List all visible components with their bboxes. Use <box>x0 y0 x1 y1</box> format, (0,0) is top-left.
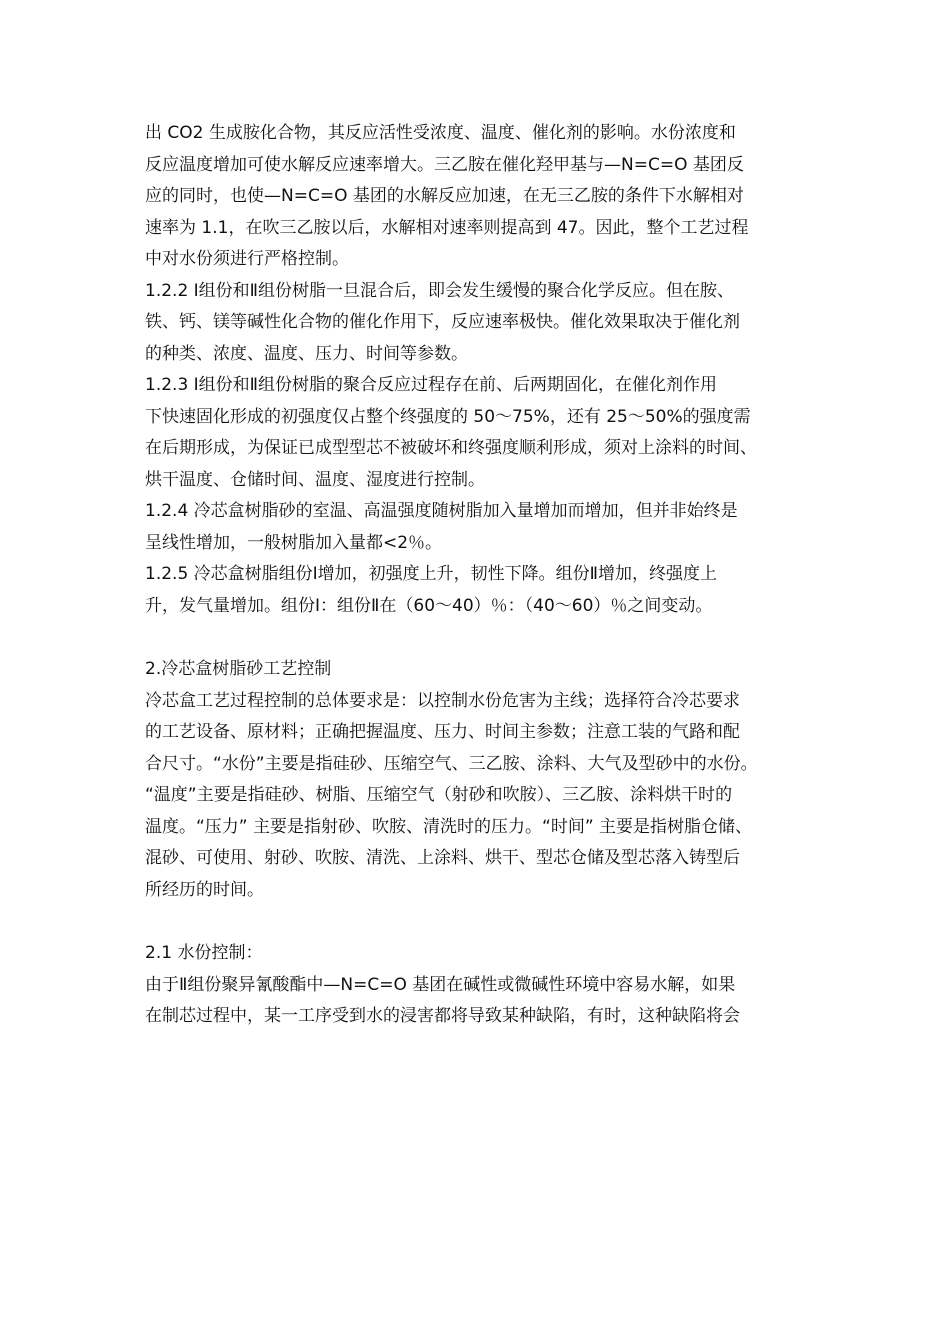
section-heading-2-1: 2.1 水份控制： <box>145 943 263 963</box>
text-line: 中对水份须进行严格控制。 <box>145 249 349 269</box>
blank-line <box>145 906 815 938</box>
paragraph-1-2-5 <box>145 559 815 622</box>
text-line: 出 CO2 生成胺化合物，其反应活性受浓度、温度、催化剂的影响。水份浓度和 <box>145 123 736 143</box>
text-line: 的工艺设备、原材料；正确把握温度、压力、时间主参数；注意工装的气路和配 <box>145 722 740 742</box>
text-line: 升，发气量增加。组份Ⅰ：组份Ⅱ在（60～40）％：（40～60）％之间变动。 <box>145 595 713 616</box>
paragraph-section-2-1 <box>145 970 815 1033</box>
text-line: 烘干温度、仓储时间、温度、湿度进行控制。 <box>145 469 485 490</box>
text-line: 在后期形成，为保证已成型型芯不被破坏和终强度顺利形成，须对上涂料的时间、 <box>145 438 757 458</box>
text-line: 1.2.5 冷芯盒树脂组份Ⅰ增加，初强度上升，韧性下降。组份Ⅱ增加，终强度上 <box>145 564 718 584</box>
text-line: 混砂、可使用、射砂、吹胺、清洗、上涂料、烘干、型芯仓储及型芯落入铸型后 <box>145 848 740 868</box>
text-line: 应的同时，也使—N=C=O 基团的水解反应加速，在无三乙胺的条件下水解相对 <box>145 186 744 206</box>
text-line: 合尺寸。“水份”主要是指硅砂、压缩空气、三乙胺、涂料、大气及型砂中的水份。 <box>145 753 758 774</box>
text-line: 冷芯盒工艺过程控制的总体要求是：以控制水份危害为主线；选择符合冷芯要求 <box>145 690 740 711</box>
text-line: 的种类、浓度、温度、压力、时间等参数。 <box>145 343 468 364</box>
paragraph-1-2-3 <box>145 370 815 496</box>
text-line: 呈线性增加，一般树脂加入量都<2％。 <box>145 532 443 553</box>
text-line: 1.2.4 冷芯盒树脂砂的室温、高温强度随树脂加入量增加而增加，但并非始终是 <box>145 501 738 521</box>
text-line: 1.2.2 Ⅰ组份和Ⅱ组份树脂一旦混合后，即会发生缓慢的聚合化学反应。但在胺、 <box>145 280 735 301</box>
text-line: 速率为 1.1，在吹三乙胺以后，水解相对速率则提高到 47。因此，整个工艺过程 <box>145 217 749 238</box>
text-line: 所经历的时间。 <box>145 879 264 900</box>
text-line: 反应温度增加可使水解反应速率增大。三乙胺在催化羟甲基与—N=C=O 基团反 <box>145 154 744 175</box>
paragraph-intro <box>145 118 815 276</box>
text-line: 铁、钙、镁等碱性化合物的催化作用下，反应速率极快。催化效果取决于催化剂 <box>145 312 740 332</box>
text-line: 由于Ⅱ组份聚异氰酸酯中—N=C=O 基团在碱性或微碱性环境中容易水解，如果 <box>145 974 736 995</box>
text-line: 温度。“压力” 主要是指射砂、吹胺、清洗时的压力。“时间” 主要是指树脂仓储、 <box>145 816 753 837</box>
section-heading-2: 2.冷芯盒树脂砂工艺控制 <box>145 659 332 679</box>
text-line: “温度”主要是指硅砂、树脂、压缩空气（射砂和吹胺）、三乙胺、涂料烘干时的 <box>145 785 733 805</box>
document-page <box>145 118 815 1033</box>
blank-line <box>145 622 815 654</box>
paragraph-section-2 <box>145 686 815 907</box>
text-line: 在制芯过程中，某一工序受到水的浸害都将导致某种缺陷，有时，这种缺陷将会 <box>145 1006 740 1026</box>
paragraph-1-2-2 <box>145 276 815 371</box>
text-line: 1.2.3 Ⅰ组份和Ⅱ组份树脂的聚合反应过程存在前、后两期固化，在催化剂作用 <box>145 375 718 395</box>
paragraph-1-2-4 <box>145 496 815 559</box>
text-line: 下快速固化形成的初强度仅占整个终强度的 50～75%，还有 25～50%的强度需 <box>145 406 751 427</box>
